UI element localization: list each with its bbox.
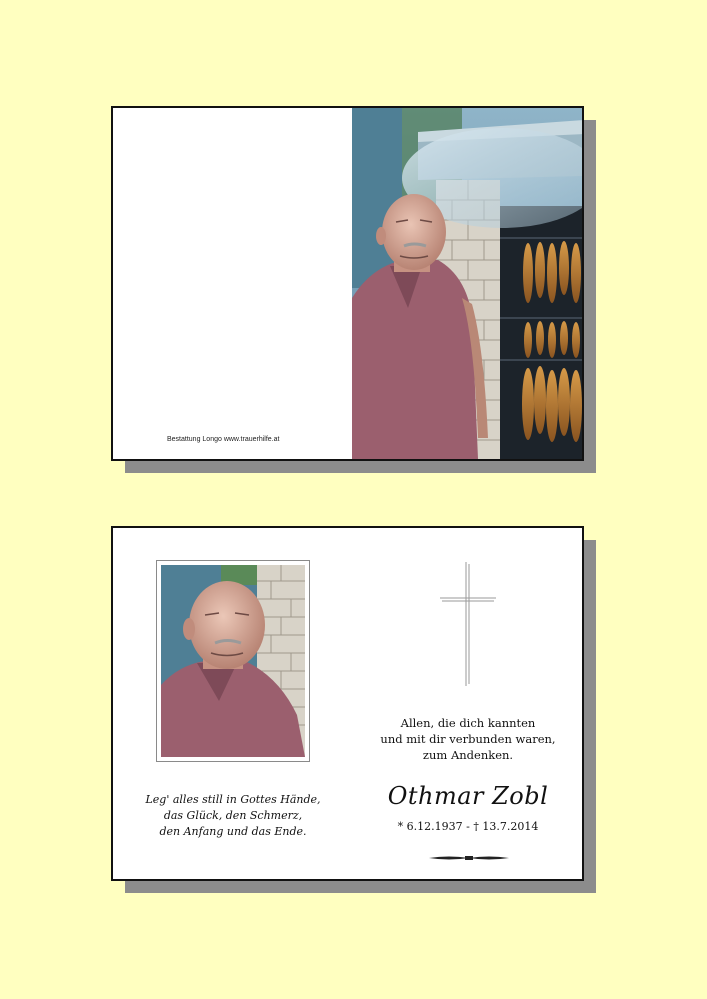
- dedication: [363, 715, 573, 763]
- portrait-frame: [156, 560, 310, 762]
- life-dates: * 6.12.1937 - † 13.7.2014: [397, 820, 539, 833]
- man-at-smokehouse-photo: [352, 108, 584, 459]
- poem-line: das Glück, den Schmerz,: [163, 809, 303, 822]
- funeral-home-credit: Bestattung Longo www.trauerhilfe.at: [167, 436, 280, 443]
- dedication-line: zum Andenken.: [422, 748, 514, 762]
- front-card: [111, 106, 584, 461]
- dedication-line: Allen, die dich kannten: [400, 716, 536, 730]
- dedication-line: und mit dir verbunden waren,: [380, 732, 556, 746]
- poem-line: den Anfang und das Ende.: [159, 825, 307, 838]
- poem: [133, 792, 333, 840]
- back-card: [111, 526, 584, 881]
- poem-line: Leg' alles still in Gottes Hände,: [145, 793, 321, 806]
- deceased-name: Othmar Zobl: [387, 782, 549, 810]
- cross-icon: [438, 560, 498, 692]
- portrait-photo: [161, 565, 305, 757]
- ornament-divider-icon: [427, 847, 511, 866]
